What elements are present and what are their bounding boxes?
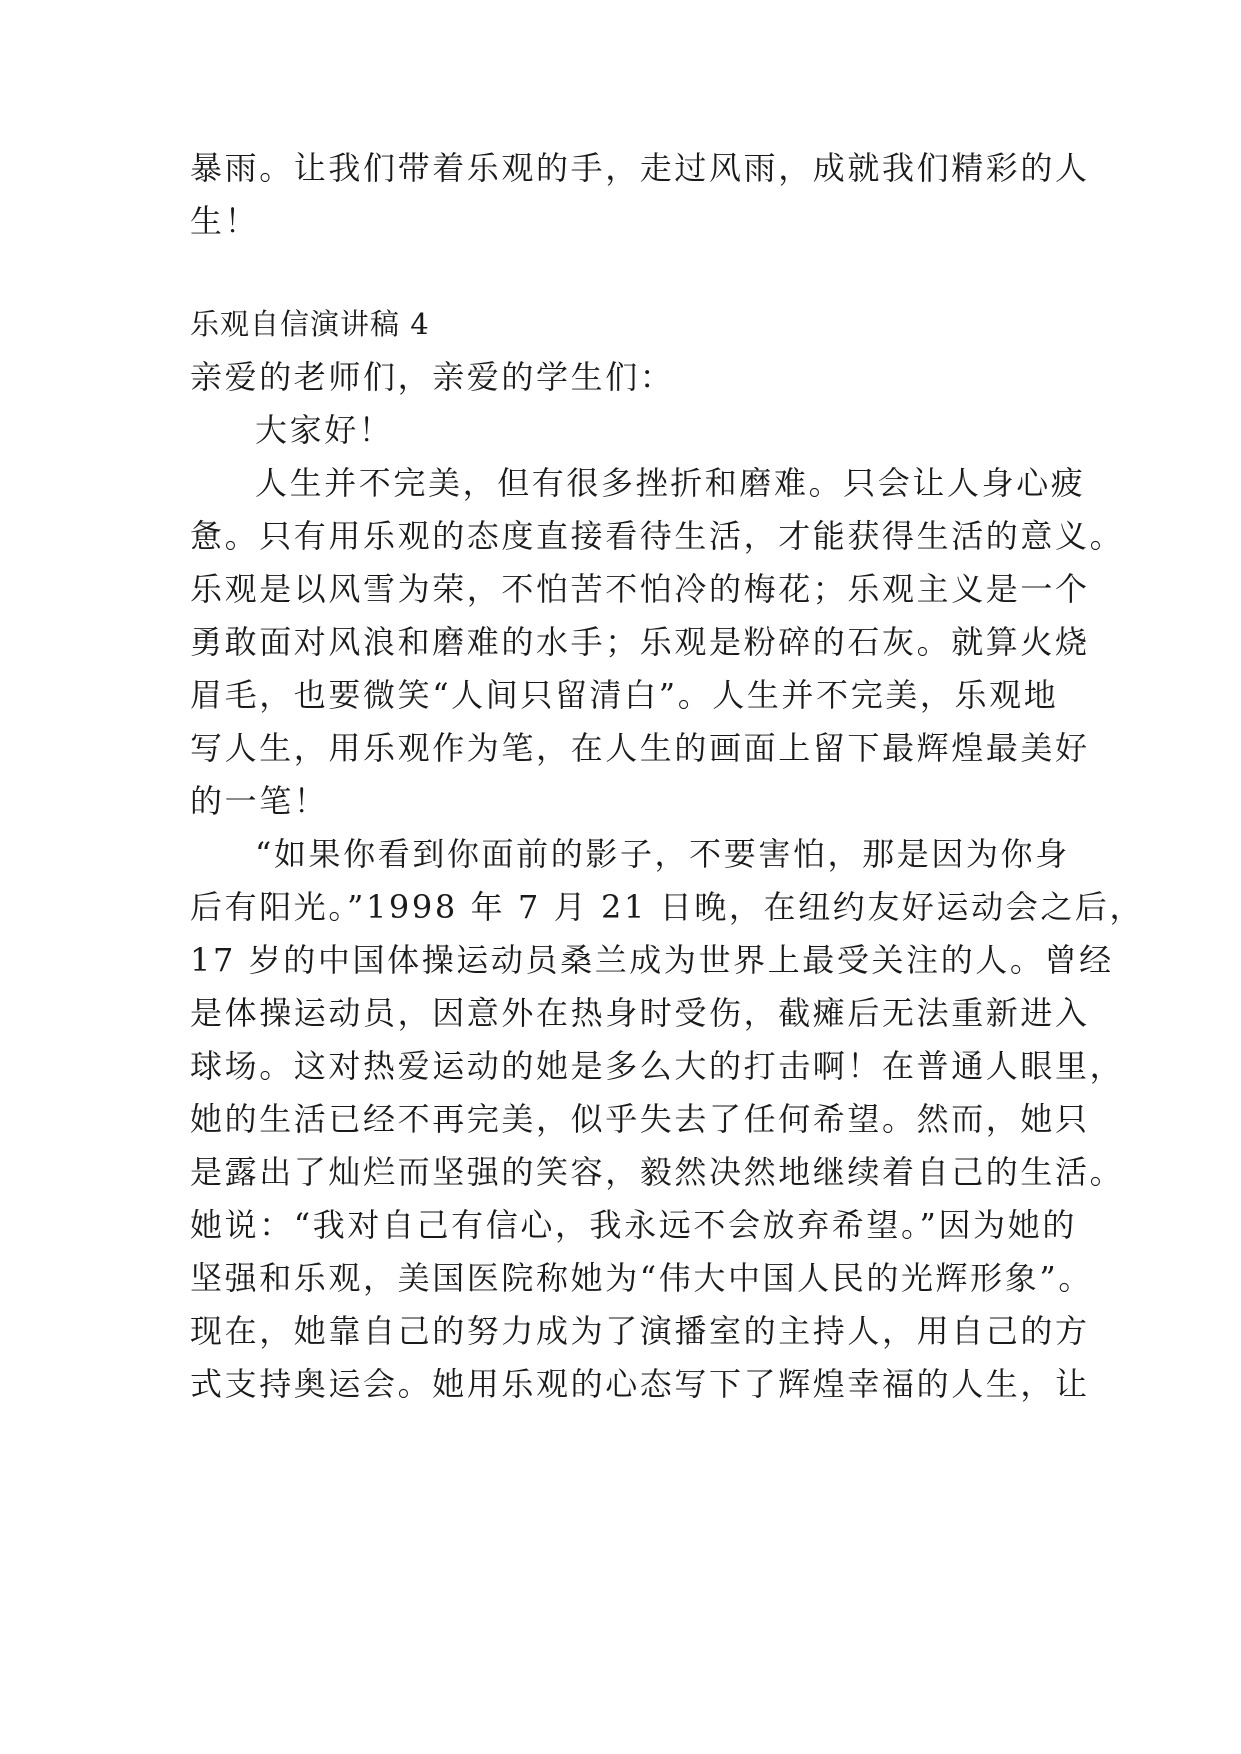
paragraph2-line-4: 是体操运动员，因意外在热身时受伤，截瘫后无法重新进入 (190, 994, 1090, 1032)
salutation: 亲爱的老师们，亲爱的学生们： (190, 358, 675, 396)
greeting: 大家好！ (255, 411, 394, 449)
paragraph2-line-1: “如果你看到你面前的影子，不要害怕，那是因为你身 (255, 835, 1070, 873)
paragraph1-line-4: 勇敢面对风浪和磨难的水手；乐观是粉碎的石灰。就算火烧 (190, 623, 1090, 661)
paragraph2-line-8: 她说：“我对自己有信心，我永远不会放弃希望。”因为她的 (190, 1206, 1077, 1244)
paragraph2-line-9: 坚强和乐观，美国医院称她为“伟大中国人民的光辉形象”。 (190, 1259, 1093, 1297)
paragraph2-line-5: 球场。这对热爱运动的她是多么大的打击啊！在普通人眼里， (190, 1047, 1125, 1085)
paragraph1-line-7: 的一笔！ (190, 782, 329, 820)
paragraph1-line-1: 人生并不完美，但有很多挫折和磨难。只会让人身心疲 (255, 464, 1086, 502)
paragraph2-line-11: 式支持奥运会。她用乐观的心态写下了辉煌幸福的人生，让 (190, 1365, 1090, 1403)
carryover-line-1: 暴雨。让我们带着乐观的手，走过风雨，成就我们精彩的人 (190, 149, 1090, 187)
carryover-line-2: 生！ (190, 202, 260, 240)
paragraph2-line-2: 后有阳光。”1998 年 7 月 21 日晚，在纽约友好运动会之后， (190, 888, 1145, 926)
paragraph1-line-3: 乐观是以风雪为荣，不怕苦不怕冷的梅花；乐观主义是一个 (190, 570, 1090, 608)
paragraph2-line-3: 17 岁的中国体操运动员桑兰成为世界上最受关注的人。曾经 (190, 941, 1114, 979)
paragraph1-line-6: 写人生，用乐观作为笔，在人生的画面上留下最辉煌最美好 (190, 729, 1090, 767)
paragraph2-line-6: 她的生活已经不再完美，似乎失去了任何希望。然而，她只 (190, 1100, 1090, 1138)
paragraph2-line-10: 现在，她靠自己的努力成为了演播室的主持人，用自己的方 (190, 1312, 1090, 1350)
paragraph1-line-2: 惫。只有用乐观的态度直接看待生活，才能获得生活的意义。 (190, 517, 1125, 555)
paragraph2-line-7: 是露出了灿烂而坚强的笑容，毅然决然地继续着自己的生活。 (190, 1153, 1125, 1191)
speech-title: 乐观自信演讲稿 4 (190, 307, 430, 341)
paragraph1-line-5: 眉毛，也要微笑“人间只留清白”。人生并不完美，乐观地 (190, 676, 1059, 714)
